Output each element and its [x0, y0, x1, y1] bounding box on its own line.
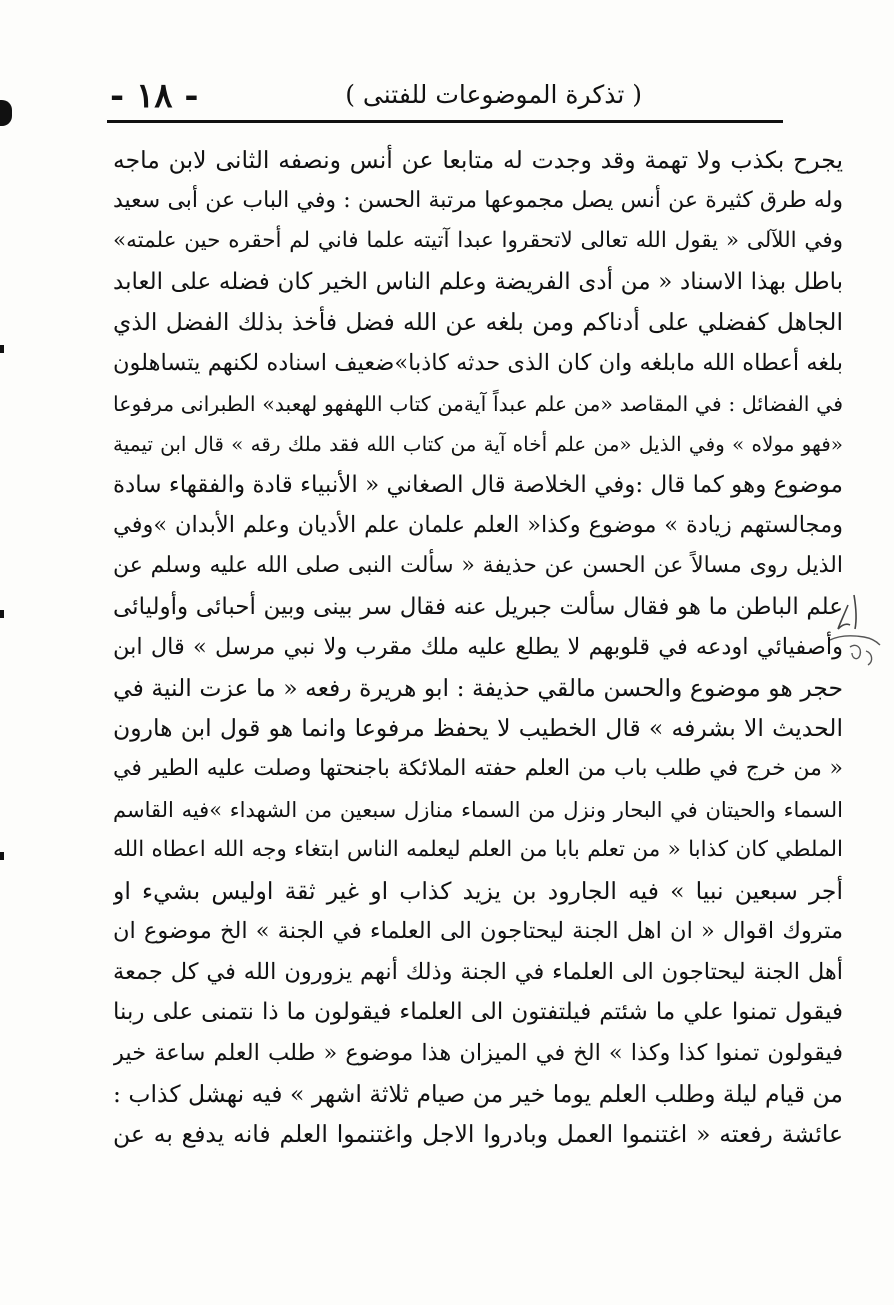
text-line: ومجالستهم زيادة » موضوع وكذا« العلم علمان علم الأديان وعلم الأبدان »وفي [113, 512, 843, 539]
page-number: - ١٨ - [110, 76, 199, 116]
text-line: علم الباطن ما هو فقال سألت جبريل عنه فقال سر بينى وبين أحبائى وأوليائى [113, 593, 843, 620]
text-line: في الفضائل : في المقاصد «من علم عبداً آيةمن كتاب اللهفهو لهعبد» الطبرانى مرفوعا [113, 391, 843, 416]
text-line: السماء والحيتان في البحار ونزل من السماء منازل سبعين من الشهداء »فيه القاسم [113, 797, 843, 822]
body-text [113, 140, 843, 1155]
text-line: « من خرج في طلب باب من العلم حفته الملائكة باجنحتها وصلت عليه الطير في [113, 755, 843, 781]
text-line: وله طرق كثيرة عن أنس يصل مجموعها مرتبة الحسن : وفي الباب عن أبى سعيد [113, 187, 843, 213]
text-line: فيقول تمنوا علي ما شئتم فيلتفتون الى العلماء فيقولون ما ذا نتمنى على ربنا [113, 999, 843, 1026]
page-header [110, 78, 782, 122]
text-line: باطل بهذا الاسناد « من أدى الفريضة وعلم الناس الخير كان فضله على العابد [113, 268, 843, 295]
text-line: الحديث الا بشرفه » قال الخطيب لا يحفظ مرفوعا وانما هو قول ابن هارون [113, 714, 843, 743]
text-line: وأصفيائي اودعه في قلوبهم لا يطلع عليه ملك مقرب ولا نبي مرسل » قال ابن [113, 634, 843, 661]
text-line: وفي اللآلى « يقول الله تعالى لاتحقروا عبدا آتيته علما فاني لم أحقره حين علمته» [113, 228, 843, 254]
text-line: من قيام ليلة وطلب العلم يوما خير من صيام ثلاثة اشهر » فيه نهشل كذاب : [113, 1079, 843, 1108]
text-line: متروك اقوال « ان اهل الجنة ليحتاجون الى العلماء في الجنة » الخ موضوع ان [113, 918, 843, 945]
text-line: الملطي كان كذابا « من تعلم بابا من العلم ليعلمه الناس ابتغاء وجه الله اعطاه الله [113, 837, 843, 863]
header-rule [107, 120, 783, 123]
running-title: ( تذكرة الموضوعات للفتنى ) [345, 80, 642, 109]
handwritten-scribble-icon [810, 585, 890, 675]
text-line: أهل الجنة ليحتاجون الى العلماء في الجنة وذلك أنهم يزورون الله في كل جمعة [113, 958, 843, 985]
scan-edge-mark [0, 852, 4, 860]
scan-edge-mark [0, 610, 4, 618]
text-line: فيقولون تمنوا كذا وكذا » الخ في الميزان هذا موضوع « طلب العلم ساعة خير [113, 1040, 843, 1067]
text-line: أجر سبعين نبيا » فيه الجارود بن يزيد كذاب او غير ثقة اوليس بشيء او [113, 876, 843, 905]
text-line: الجاهل كفضلي على أدناكم ومن بلغه عن الله فضل فأخذ بذلك الفضل الذي [113, 308, 843, 337]
text-line: الذيل روى مسالاً عن الحسن عن حذيفة « سألت النبى صلى الله عليه وسلم عن [113, 552, 843, 578]
text-line: بلغه أعطاه الله مابلغه وان كان الذى حدثه كاذبا»ضعيف اسناده لكنهم يتساهلون [113, 349, 843, 376]
text-line: عائشة رفعته « اغتنموا العمل وبادروا الاجل واغتنموا العلم فانه يدفع به عن [113, 1120, 843, 1149]
text-line: حجر هو موضوع والحسن مالقي حذيفة : ابو هريرة رفعه « ما عزت النية في [113, 673, 843, 702]
text-line: «فهو مولاه » وفي الذيل «من علم أخاه آية من كتاب الله فقد ملك رقه » قال ابن تيمية [113, 432, 843, 457]
scan-edge-mark [0, 100, 12, 126]
text-line: موضوع وهو كما قال :وفي الخلاصة قال الصغاني « الأنبياء قادة والفقهاء سادة [113, 471, 843, 498]
scan-edge-mark [0, 345, 4, 353]
text-line: يجرح بكذب ولا تهمة وقد وجدت له متابعا عن أنس ونصفه الثانى لابن ماجه [113, 146, 843, 174]
